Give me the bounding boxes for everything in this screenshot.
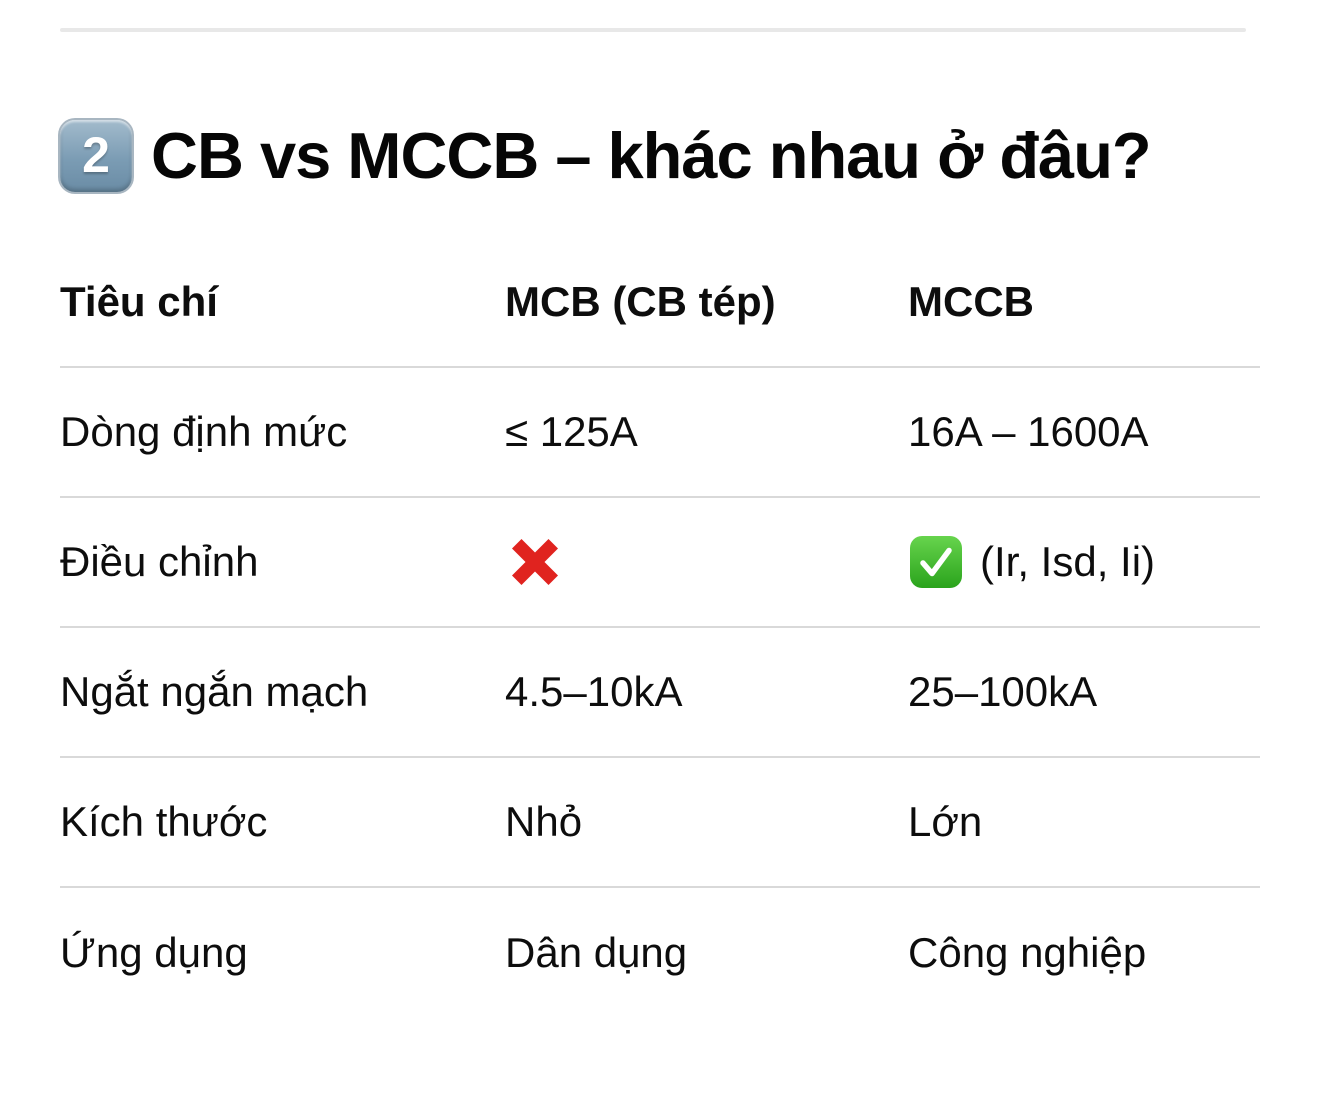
- row-label: Dòng định mức: [60, 407, 348, 455]
- top-divider: [60, 28, 1246, 32]
- section-heading: [60, 118, 1260, 193]
- row-label: Điều chỉnh: [60, 537, 259, 585]
- row-label: Ngắt ngắn mạch: [60, 667, 369, 715]
- cross-mark-icon: [505, 532, 565, 592]
- table-row-adjustability: [60, 498, 1260, 628]
- mcb-value: Nhỏ: [505, 797, 583, 845]
- section-heading-text: CB vs MCCB – khác nhau ở đâu?: [151, 119, 1151, 192]
- mcb-value: Dân dụng: [505, 928, 688, 976]
- comparison-table: [60, 238, 1260, 1018]
- row-label: Kích thước: [60, 797, 268, 845]
- table-row-rated-current: [60, 368, 1260, 498]
- keycap-2-digit: 2: [82, 126, 110, 183]
- table-row-application: [60, 888, 1260, 1018]
- keycap-2-icon: [60, 120, 132, 192]
- article-content: [60, 118, 1260, 1018]
- mcb-value: [505, 532, 908, 592]
- table-header-row: [60, 238, 1260, 368]
- mccb-value: 16A – 1600A: [908, 407, 1149, 455]
- column-header-mccb: MCCB: [908, 277, 1034, 325]
- mccb-value-text: (Ir, Isd, Ii): [980, 537, 1156, 585]
- mccb-value: Lớn: [908, 797, 983, 845]
- mccb-value: 25–100kA: [908, 667, 1098, 715]
- mcb-value: 4.5–10kA: [505, 667, 683, 715]
- check-mark-icon: [908, 534, 964, 590]
- table-row-breaking-capacity: [60, 628, 1260, 758]
- mcb-value: ≤ 125A: [505, 407, 638, 455]
- column-header-mcb: MCB (CB tép): [505, 277, 776, 325]
- mccb-value: [908, 534, 1260, 590]
- table-row-size: [60, 758, 1260, 888]
- row-label: Ứng dụng: [60, 928, 248, 976]
- mccb-value: Công nghiệp: [908, 928, 1147, 976]
- column-header-criteria: Tiêu chí: [60, 277, 218, 325]
